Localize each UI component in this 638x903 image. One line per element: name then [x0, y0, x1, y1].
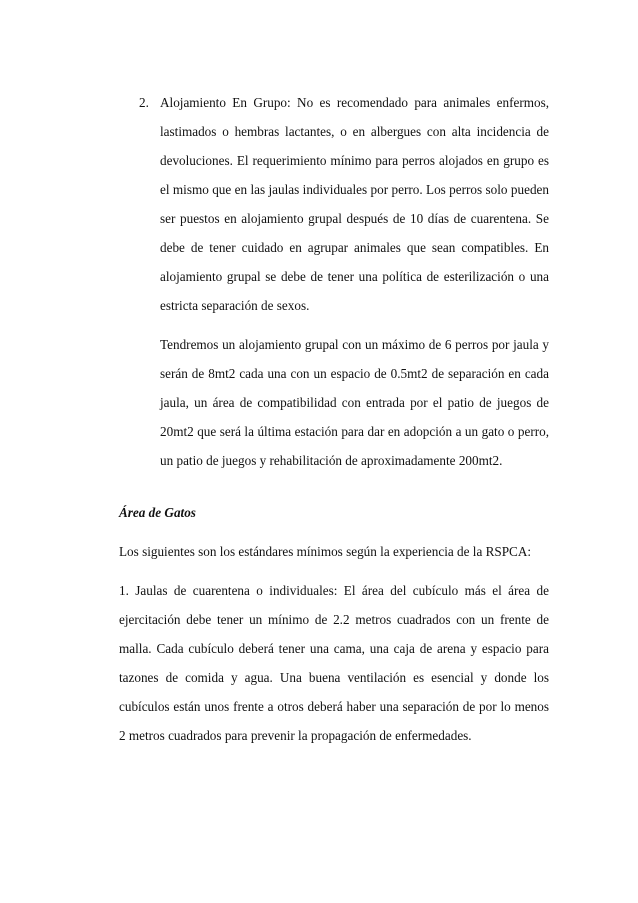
cats-quarantine-paragraph: 1. Jaulas de cuarentena o individuales: El área del cubículo más el área de ejercitación debe tener un mínimo de 2.2 metros cuadrados con un frente de malla. Cada cubículo deberá tener una cama, una caja de arena y espacio para tazones de comida y agua. Una buena ventilación es esencial y donde los cubículos están unos frente a otros deberá haber una separación de por lo menos 2 metros cuadrados para prevenir la propagación de enfermedades.: [119, 583, 549, 743]
list-item-group-housing: [119, 88, 549, 320]
list-item-text: Alojamiento En Grupo: No es recomendado para animales enfermos, lastimados o hembras lactantes, o en albergues con alta incidencia de devoluciones. El requerimiento mínimo para perros alojados en grupo es el mismo que en las jaulas individuales por perro. Los perros solo pueden ser puestos en alojamiento grupal después de 10 días de cuarentena. Se debe de tener cuidado en agrupar animales que sean compatibles. En alojamiento grupal se debe de tener una política de esterilización o una estricta separación de sexos.: [160, 95, 549, 313]
document-content: [119, 88, 549, 750]
list-item-number: 2.: [139, 95, 149, 110]
section-heading-cats: Área de Gatos: [119, 505, 196, 520]
group-housing-plan-paragraph: Tendremos un alojamiento grupal con un máximo de 6 perros por jaula y serán de 8mt2 cada una con un espacio de 0.5mt2 de separación en cada jaula, un área de compatibilidad con entrada por el patio de juegos de 20mt2 que será la última estación para dar en adopción a un gato o perro, un patio de juegos y rehabilitación de aproximadamente 200mt2.: [160, 337, 549, 468]
intro-paragraph: Los siguientes son los estándares mínimos según la experiencia de la RSPCA:: [119, 544, 532, 559]
